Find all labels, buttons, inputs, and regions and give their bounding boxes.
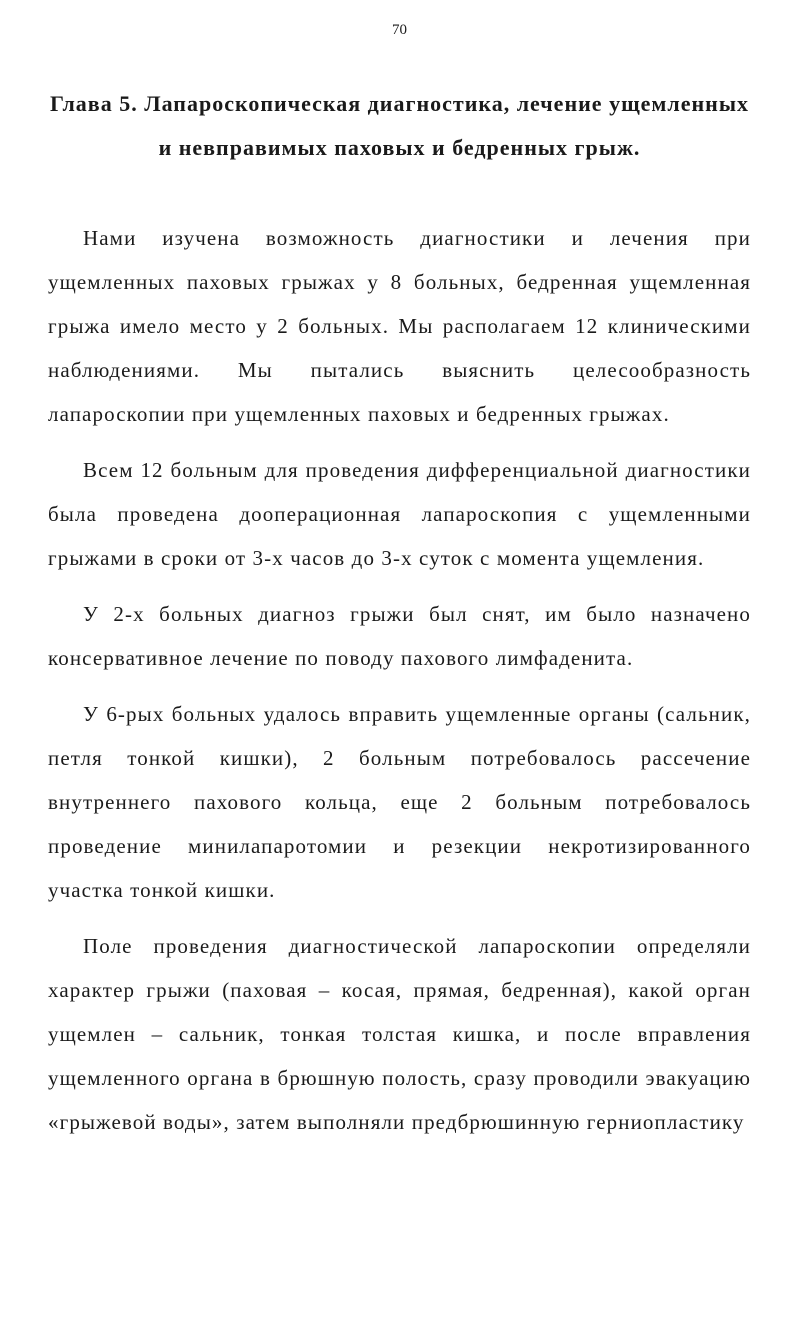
paragraph-1: Нами изучена возможность диагностики и лечения при ущемленных паховых грыжах у 8 больных, бедренная ущемленная грыжа имело место у 2 больных. Мы располагаем 12 клиническими наблюдениями. Мы пытались выяснить целесообразность лапароскопии при ущемленных паховых и бедренных грыжах.	[48, 226, 751, 426]
page-number: 70	[392, 22, 407, 38]
paragraph-4: У 6-рых больных удалось вправить ущемленные органы (сальник, петля тонкой кишки), 2 больным потребовалось рассечение внутреннего пахового кольца, еще 2 больным потребовалось проведение минилапаротомии и резекции некротизированного участка тонкой кишки.	[48, 702, 751, 902]
paragraph-5: Поле проведения диагностической лапароскопии определяли характер грыжи (паховая – косая, прямая, бедренная), какой орган ущемлен – сальник, тонкая толстая кишка, и после вправления ущемленного органа в брюшную полость, сразу проводили эвакуацию «грыжевой воды», затем выполняли предбрюшинную герниопластику	[48, 934, 751, 1134]
body-text	[48, 216, 751, 1144]
paragraph-2: Всем 12 больным для проведения дифференциальной диагностики была проведена дооперационная лапароскопия с ущемленными грыжами в сроки от 3-х часов до 3-х суток с момента ущемления.	[48, 458, 751, 570]
chapter-title: Глава 5. Лапароскопическая диагностика, лечение ущемленных и невправимых паховых и бедренных грыж.	[49, 91, 750, 160]
paragraph-3: У 2-х больных диагноз грыжи был снят, им было назначено консервативное лечение по поводу пахового лимфаденита.	[48, 602, 751, 670]
